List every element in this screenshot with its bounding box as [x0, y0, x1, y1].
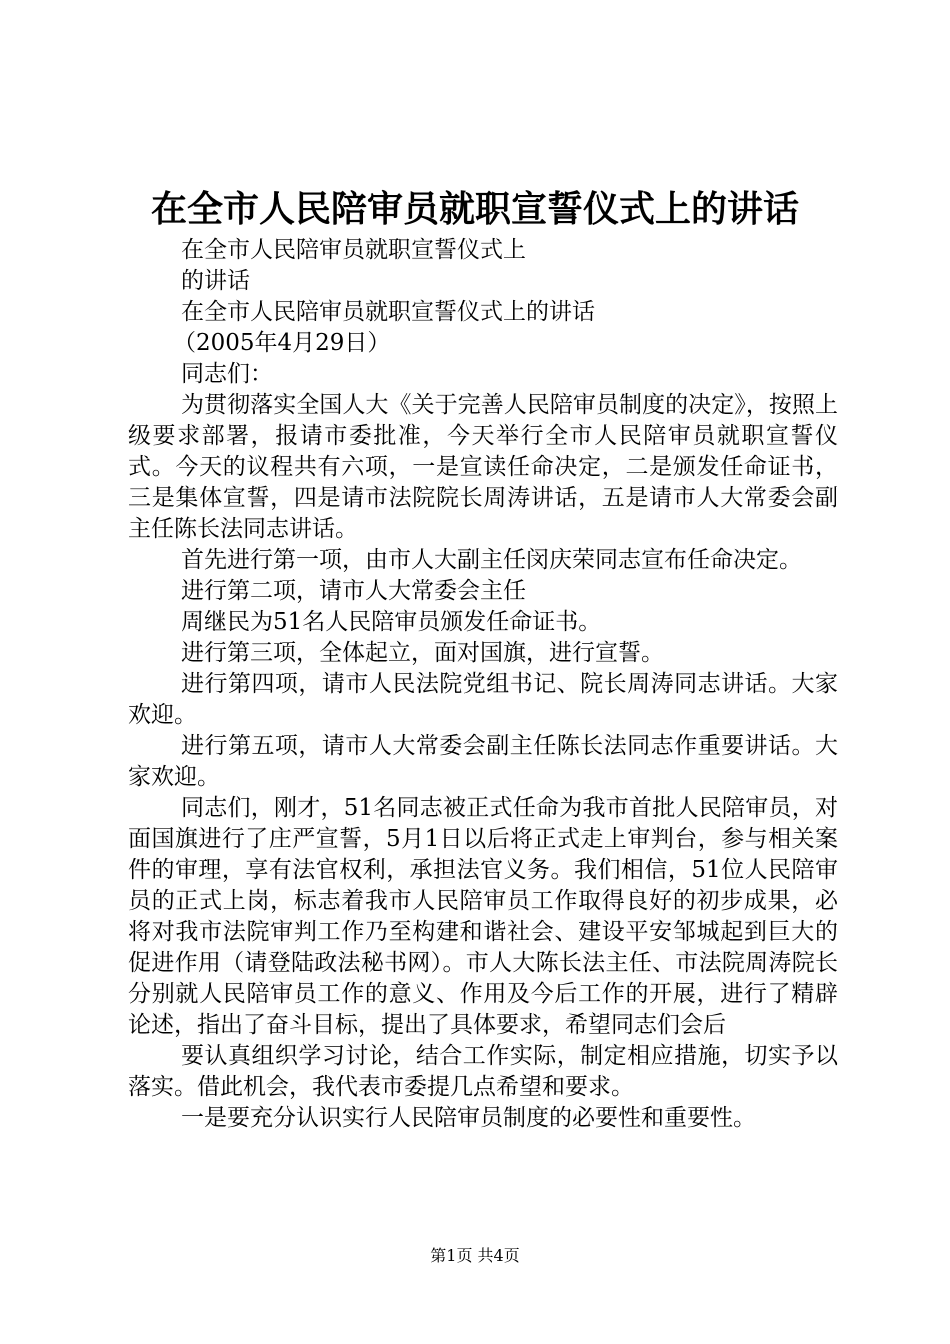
- paragraph: 首先进行第一项，由市人大副主任闵庆荣同志宣布任命决定。: [181, 547, 802, 573]
- document-body: [128, 235, 838, 1134]
- page-number-footer: 第1页 共4页: [430, 1246, 520, 1265]
- paragraph: 同志们，刚才，51名同志被正式任命为我市首批人民陪审员，对面国旗进行了庄严宣誓，5月1日以后将正式走上审判台，参与相关案件的审理，享有法官权利，承担法官义务。我们相信，51位人民陪审员的正式上岗，标志着我市人民陪审员工作取得良好的初步成果，必将对我市法院审判工作乃至构建和谐社会、建设平安邹城起到巨大的促进作用（请登陆政法秘书网）。市人大陈长法主任、市法院周涛院长分别就人民陪审员工作的意义、作用及今后工作的开展，进行了精辟论述，指出了奋斗目标，提出了具体要求，希望同志们会后: [128, 795, 838, 1038]
- heading-line-3: 在全市人民陪审员就职宣誓仪式上的讲话: [181, 299, 595, 325]
- paragraph: 进行第二项，请市人大常委会主任: [181, 578, 526, 604]
- heading-line-2: 的讲话: [181, 268, 250, 294]
- salutation: 同志们：: [181, 361, 273, 387]
- paragraph: 为贯彻落实全国人大《关于完善人民陪审员制度的决定》，按照上级要求部署，报请市委批准，今天举行全市人民陪审员就职宣誓仪式。今天的议程共有六项，一是宣读任命决定，二是颁发任命证书，三是集体宣誓，四是请市法院院长周涛讲话，五是请市人大常委会副主任陈长法同志讲话。: [128, 392, 838, 542]
- paragraph: 一是要充分认识实行人民陪审员制度的必要性和重要性。: [181, 1105, 756, 1131]
- document-title: 在全市人民陪审员就职宣誓仪式上的讲话: [150, 188, 799, 230]
- paragraph: 进行第五项，请市人大常委会副主任陈长法同志作重要讲话。大家欢迎。: [128, 733, 838, 790]
- paragraph: 周继民为51名人民陪审员颁发任命证书。: [181, 609, 602, 635]
- date-line: （2005年4月29日）: [173, 330, 391, 356]
- heading-line-1: 在全市人民陪审员就职宣誓仪式上: [181, 237, 526, 263]
- paragraph: 进行第三项，全体起立，面对国旗，进行宣誓。: [181, 640, 664, 666]
- paragraph: 要认真组织学习讨论，结合工作实际，制定相应措施，切实予以落实。借此机会，我代表市委提几点希望和要求。: [128, 1043, 838, 1100]
- paragraph: 进行第四项，请市人民法院党组书记、院长周涛同志讲话。大家欢迎。: [128, 671, 838, 728]
